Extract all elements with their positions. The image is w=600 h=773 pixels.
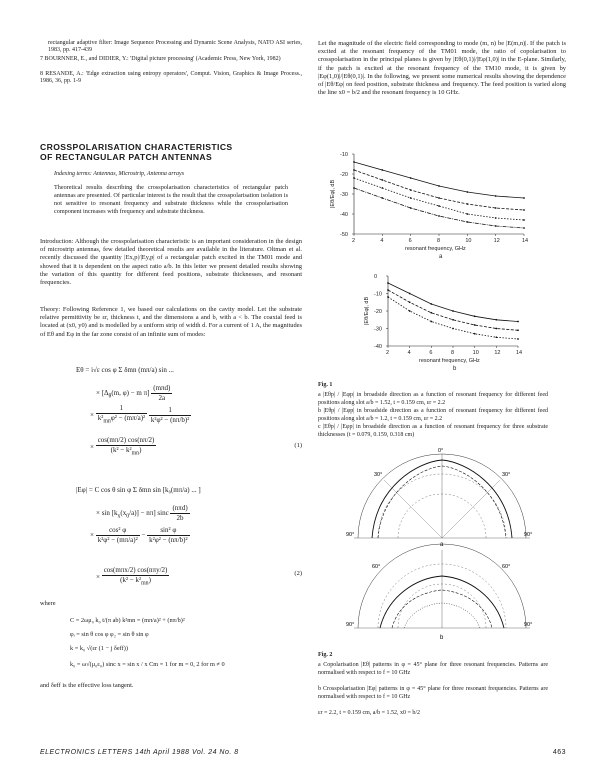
fig1a-y-label: |Eθ/Eφ|, dB bbox=[330, 179, 336, 208]
fig1b-point-2-5 bbox=[495, 336, 497, 338]
fig1-caption-a: a |Eθp| / |Eφp| in broadside direction as a function of resonant frequency for different feed positions along slot a/b = 1.52, t = 0.159 cm, εr = 2.2 bbox=[318, 392, 548, 406]
fig1a-series-line-1 bbox=[354, 170, 524, 210]
fig1b-point-1-5 bbox=[495, 328, 497, 330]
fig1a-series-line-0 bbox=[354, 162, 524, 198]
where-equation-2: φᵢ = sin θ cos φ φ₂ = sin θ sin φ bbox=[70, 631, 149, 638]
fig1a-point-3-3 bbox=[438, 215, 440, 217]
fig1b-x-tick-label-6: 14 bbox=[516, 350, 523, 356]
fig2a-angle-30-right: 30° bbox=[502, 472, 511, 478]
fig2-panel-b bbox=[346, 544, 532, 641]
fig2b-angle-60: 60° bbox=[372, 564, 381, 570]
fig1b-point-1-0 bbox=[387, 289, 389, 291]
journal-footer: ELECTRONICS LETTERS 14th April 1988 Vol. 24 No. 8 bbox=[40, 749, 239, 756]
fig1b-y-tick-label-1: -30 bbox=[374, 326, 382, 333]
equation-1-number: (1) bbox=[294, 442, 302, 449]
fig1a-x-tick-label-3: 8 bbox=[437, 238, 441, 244]
fig1a-point-1-3 bbox=[438, 197, 440, 199]
fig1a-y-tick-label-4: -10 bbox=[340, 152, 348, 158]
indexing-terms: Indexing terms: Antennas, Microstrip, Antenna arrays bbox=[54, 171, 185, 177]
fig1b-point-1-1 bbox=[409, 301, 411, 303]
reference-7: 7 BOURNNER, E., and DIDIER, Y.: 'Digital picture processing' (Academic Press, New York, 1982) bbox=[40, 56, 281, 62]
fig1-panel-a bbox=[330, 152, 528, 260]
fig1a-sublabel: a bbox=[439, 254, 443, 260]
where-equation-1: C = 2ωμ₀ k₀ t/(π ab) k²mn = (mπ/a)² + (nπ/b)² bbox=[70, 617, 185, 624]
fig2a-angle-90: 90° bbox=[346, 532, 355, 538]
fig1a-point-1-2 bbox=[410, 189, 412, 191]
fig1b-x-tick-label-5: 12 bbox=[494, 350, 501, 356]
fig1a-point-2-6 bbox=[523, 219, 525, 221]
article-title-line2: OF RECTANGULAR PATCH ANTENNAS bbox=[40, 152, 213, 162]
fig1a-point-0-5 bbox=[495, 195, 497, 197]
fig1b-x-tick-label-4: 10 bbox=[472, 350, 479, 356]
fig1-label: Fig. 1 bbox=[318, 382, 333, 388]
fig1a-point-2-4 bbox=[466, 213, 468, 215]
fig1b-point-0-5 bbox=[495, 319, 497, 321]
fig1b-y-tick-label-2: -20 bbox=[374, 309, 382, 315]
fig1a-x-tick-label-2: 6 bbox=[408, 238, 412, 244]
fig1b-x-tick-label-0: 2 bbox=[386, 350, 390, 356]
fig1b-x-tick-label-1: 4 bbox=[407, 350, 411, 356]
fig1b-series-line-2 bbox=[388, 297, 518, 339]
fig2a-angle-0: 0° bbox=[438, 448, 444, 454]
equation-2-lhs: |Eφ| = C cos θ sin φ Σ δmn sin [k₀(mπ/a) ... ] bbox=[76, 486, 201, 494]
fig1-caption-c: c |Eθp| / |Eφp| in broadside direction as a function of resonant frequency for three substrate thicknesses (t = 0.079, 0.159, 0.318 cm) bbox=[318, 424, 548, 438]
fig2-panel-a bbox=[346, 448, 532, 548]
fig1b-series-line-0 bbox=[388, 283, 518, 322]
fig2-caption-b: b Crosspolarisation |Eφ| patterns in φ = 45° plane for three resonant frequencies. Patterns are normalised with respect to f = 10 GHz bbox=[318, 686, 548, 700]
fig2a-angle-30: 30° bbox=[374, 472, 383, 478]
fig2-caption-c: εr = 2.2, t = 0.159 cm, a/b = 1.52, x0 = b/2 bbox=[318, 710, 421, 716]
fig1b-x-tick-label-3: 8 bbox=[451, 350, 455, 356]
fig1a-x-tick-label-5: 12 bbox=[493, 238, 500, 244]
fig1a-point-1-4 bbox=[466, 203, 468, 205]
fig1a-point-0-1 bbox=[381, 169, 383, 171]
fig1a-point-3-2 bbox=[410, 207, 412, 209]
fig1b-point-2-4 bbox=[474, 333, 476, 335]
fig1b-y-tick-label-0: -40 bbox=[374, 344, 382, 350]
fig1a-y-tick-label-3: -20 bbox=[340, 172, 348, 178]
fig1a-point-0-2 bbox=[410, 177, 412, 179]
fig1b-point-0-0 bbox=[387, 282, 389, 284]
fig1b-point-2-0 bbox=[387, 296, 389, 298]
fig1b-y-tick-label-3: -10 bbox=[374, 291, 382, 298]
fig1b-point-1-2 bbox=[430, 312, 432, 314]
fig1a-point-0-0 bbox=[353, 161, 355, 163]
fig1a-point-3-0 bbox=[353, 187, 355, 189]
equation-1-lhs: Eθ = i√ε cos φ Σ δmn (mπ/a) sin ... bbox=[76, 366, 174, 374]
fig1a-series-line-2 bbox=[354, 178, 524, 220]
fig1a-point-1-0 bbox=[353, 169, 355, 171]
right-intro-paragraph: Let the magnitude of the electric field corresponding to mode (m, n) be |E(m,n)|. If the patch is excited at the resonant frequency of the TM01 mode, the ratio of copolarisation to crosspolarisation in the principal planes is given by |Eθ(0,1)|/|Eφ(1,0)| in the E-plane. Similarly, if the patch is excited at the resonant frequency of the TM10 mode, it is given by |Eφ(1,0)|/|Eθ(0,1)|. In the following, we present some numerical results showing the dependence of |Eθ/Eφ| on feed position, substrate thickness and frequency. The feed position is varied along the line x0 = b/2 and the resonant frequency is 10 GHz. bbox=[318, 40, 566, 97]
fig1-panel-b bbox=[364, 274, 522, 372]
fig1a-point-3-6 bbox=[523, 227, 525, 229]
fig1a-point-0-6 bbox=[523, 197, 525, 199]
article-title-line1: CROSSPOLARISATION CHARACTERISTICS bbox=[40, 142, 233, 152]
fig1a-point-2-1 bbox=[381, 187, 383, 189]
fig1b-point-1-4 bbox=[474, 324, 476, 326]
fig1b-x-label: resonant frequency, GHz bbox=[419, 358, 480, 364]
fig1a-point-0-4 bbox=[466, 191, 468, 193]
fig1a-point-2-3 bbox=[438, 205, 440, 207]
fig1a-point-2-0 bbox=[353, 177, 355, 179]
where-label: where bbox=[40, 600, 56, 607]
fig1b-point-2-3 bbox=[452, 328, 454, 330]
equation-2-number: (2) bbox=[294, 570, 302, 577]
reference-8: 8 RESANDE, A.: 'Edge extraction using entropy operators', Comput. Vision, Graphics & Image Process., 1986, 36, pp. 1-9 bbox=[40, 71, 302, 85]
fig1b-point-0-6 bbox=[517, 321, 519, 323]
fig1a-point-0-3 bbox=[438, 185, 440, 187]
fig1b-point-0-4 bbox=[474, 315, 476, 317]
fig1b-sublabel: b bbox=[453, 366, 457, 372]
fig2-caption-a: a Copolarisation |Eθ| patterns in φ = 45° plane for three resonant frequencies. Patterns are normalised with respect to f = 10 GHz bbox=[318, 662, 548, 676]
fig1a-x-tick-label-1: 4 bbox=[380, 238, 384, 244]
where-equation-4: k₀ = ω√(μ₀ε₀) sinc x = sin x / x Cm = 1 for m = 0, 2 for m ≠ 0 bbox=[70, 661, 225, 668]
where-equation-3: k = k₀ √(εr (1 − j δeff)) bbox=[70, 645, 128, 652]
page-footer bbox=[40, 749, 566, 761]
fig1a-point-2-5 bbox=[495, 217, 497, 219]
fig1a-point-3-4 bbox=[466, 221, 468, 223]
abstract: Theoretical results describing the crosspolarisation characteristics of rectangular patch antennas are presented. Of particular interest is the result that the crosspolarisation isolation is not sensitive to resonant frequency and substrate thickness while the crosspolarisation component increases with frequency and substrate thickness. bbox=[54, 184, 288, 215]
theory-paragraph: Theory: Following Reference 1, we based our calculations on the cavity model. Let the substrate relative permittivity be εr, thickness t, and the dimensions a and b, with a < b. The coaxial feed is located at (x0, y0) and is modelled by a uniform strip of width d. For a current of 1 A, the magnitudes of Eθ and Eφ in the far zone consist of an infinite sum of modes: bbox=[40, 306, 302, 338]
fig1b-point-0-2 bbox=[430, 303, 432, 305]
figure-1 bbox=[318, 148, 566, 378]
fig1b-point-0-1 bbox=[409, 293, 411, 295]
fig1a-point-3-5 bbox=[495, 225, 497, 227]
fig1a-point-1-5 bbox=[495, 207, 497, 209]
fig1a-y-tick-label-0: -50 bbox=[340, 232, 348, 238]
fig1a-x-tick-label-6: 14 bbox=[522, 238, 529, 244]
fig1b-y-label: |Eθ/Eφ|, dB bbox=[364, 296, 370, 325]
fig1b-point-0-3 bbox=[452, 310, 454, 312]
fig1-caption-b: b |Eθp| / |Eφp| in broadside direction as a function of resonant frequency for different feed positions along slot a/b = 1.2, t = 0.159 cm, εr = 2.2 bbox=[318, 408, 548, 422]
figure-2 bbox=[318, 446, 566, 646]
fig2-label-a: a bbox=[440, 542, 444, 548]
reference-6-cont: rectangular adaptive filter: Image Sequence Processing and Dynamic Scene Analysis, NATO ASI series, 1983, pp. 417-439 bbox=[48, 40, 302, 54]
fig2b-angle-90: 90° bbox=[346, 622, 355, 628]
loss-tangent-note: and δeff is the effective loss tangent. bbox=[40, 682, 134, 689]
page-number: 463 bbox=[552, 749, 566, 756]
fig1a-point-1-6 bbox=[523, 209, 525, 211]
fig1b-point-1-3 bbox=[452, 319, 454, 321]
fig1b-point-2-2 bbox=[430, 321, 432, 323]
fig2b-angle-60-right: 60° bbox=[502, 564, 511, 570]
fig1a-x-tick-label-0: 2 bbox=[352, 238, 356, 244]
fig2-label-b: b bbox=[440, 635, 444, 641]
fig1a-point-2-2 bbox=[410, 197, 412, 199]
fig2-label: Fig. 2 bbox=[318, 652, 333, 658]
fig1a-x-label: resonant frequency, GHz bbox=[405, 246, 466, 252]
fig1b-point-1-6 bbox=[517, 329, 519, 331]
fig1b-y-tick-label-4: 0 bbox=[374, 274, 378, 280]
fig1b-point-2-6 bbox=[517, 338, 519, 340]
introduction-paragraph: Introduction: Although the crosspolarisation characteristic is an important consideration in the design of microstrip antennas, few detailed theoretical results are available in the literature. Oltman et al. recently discussed the quantity |Ex,p|/|Ey,p| of a rectangular patch excited in the TM01 mode and showed that it is dependent on the aspect ratio a/b. In this letter we present detailed results showing the variation of this quantity for different feed positions, substrate thicknesses, and resonant frequencies. bbox=[40, 238, 302, 287]
fig1a-x-tick-label-4: 10 bbox=[465, 238, 472, 244]
fig2b-angle-90-right: 90° bbox=[524, 622, 533, 628]
fig1a-y-tick-label-1: -40 bbox=[340, 212, 348, 218]
fig1b-x-tick-label-2: 6 bbox=[429, 350, 433, 356]
fig2a-angle-90-right: 90° bbox=[524, 532, 533, 538]
fig1a-point-3-1 bbox=[381, 197, 383, 199]
fig1a-point-1-1 bbox=[381, 179, 383, 181]
fig1a-y-tick-label-2: -30 bbox=[340, 192, 348, 198]
fig1b-point-2-1 bbox=[409, 310, 411, 312]
